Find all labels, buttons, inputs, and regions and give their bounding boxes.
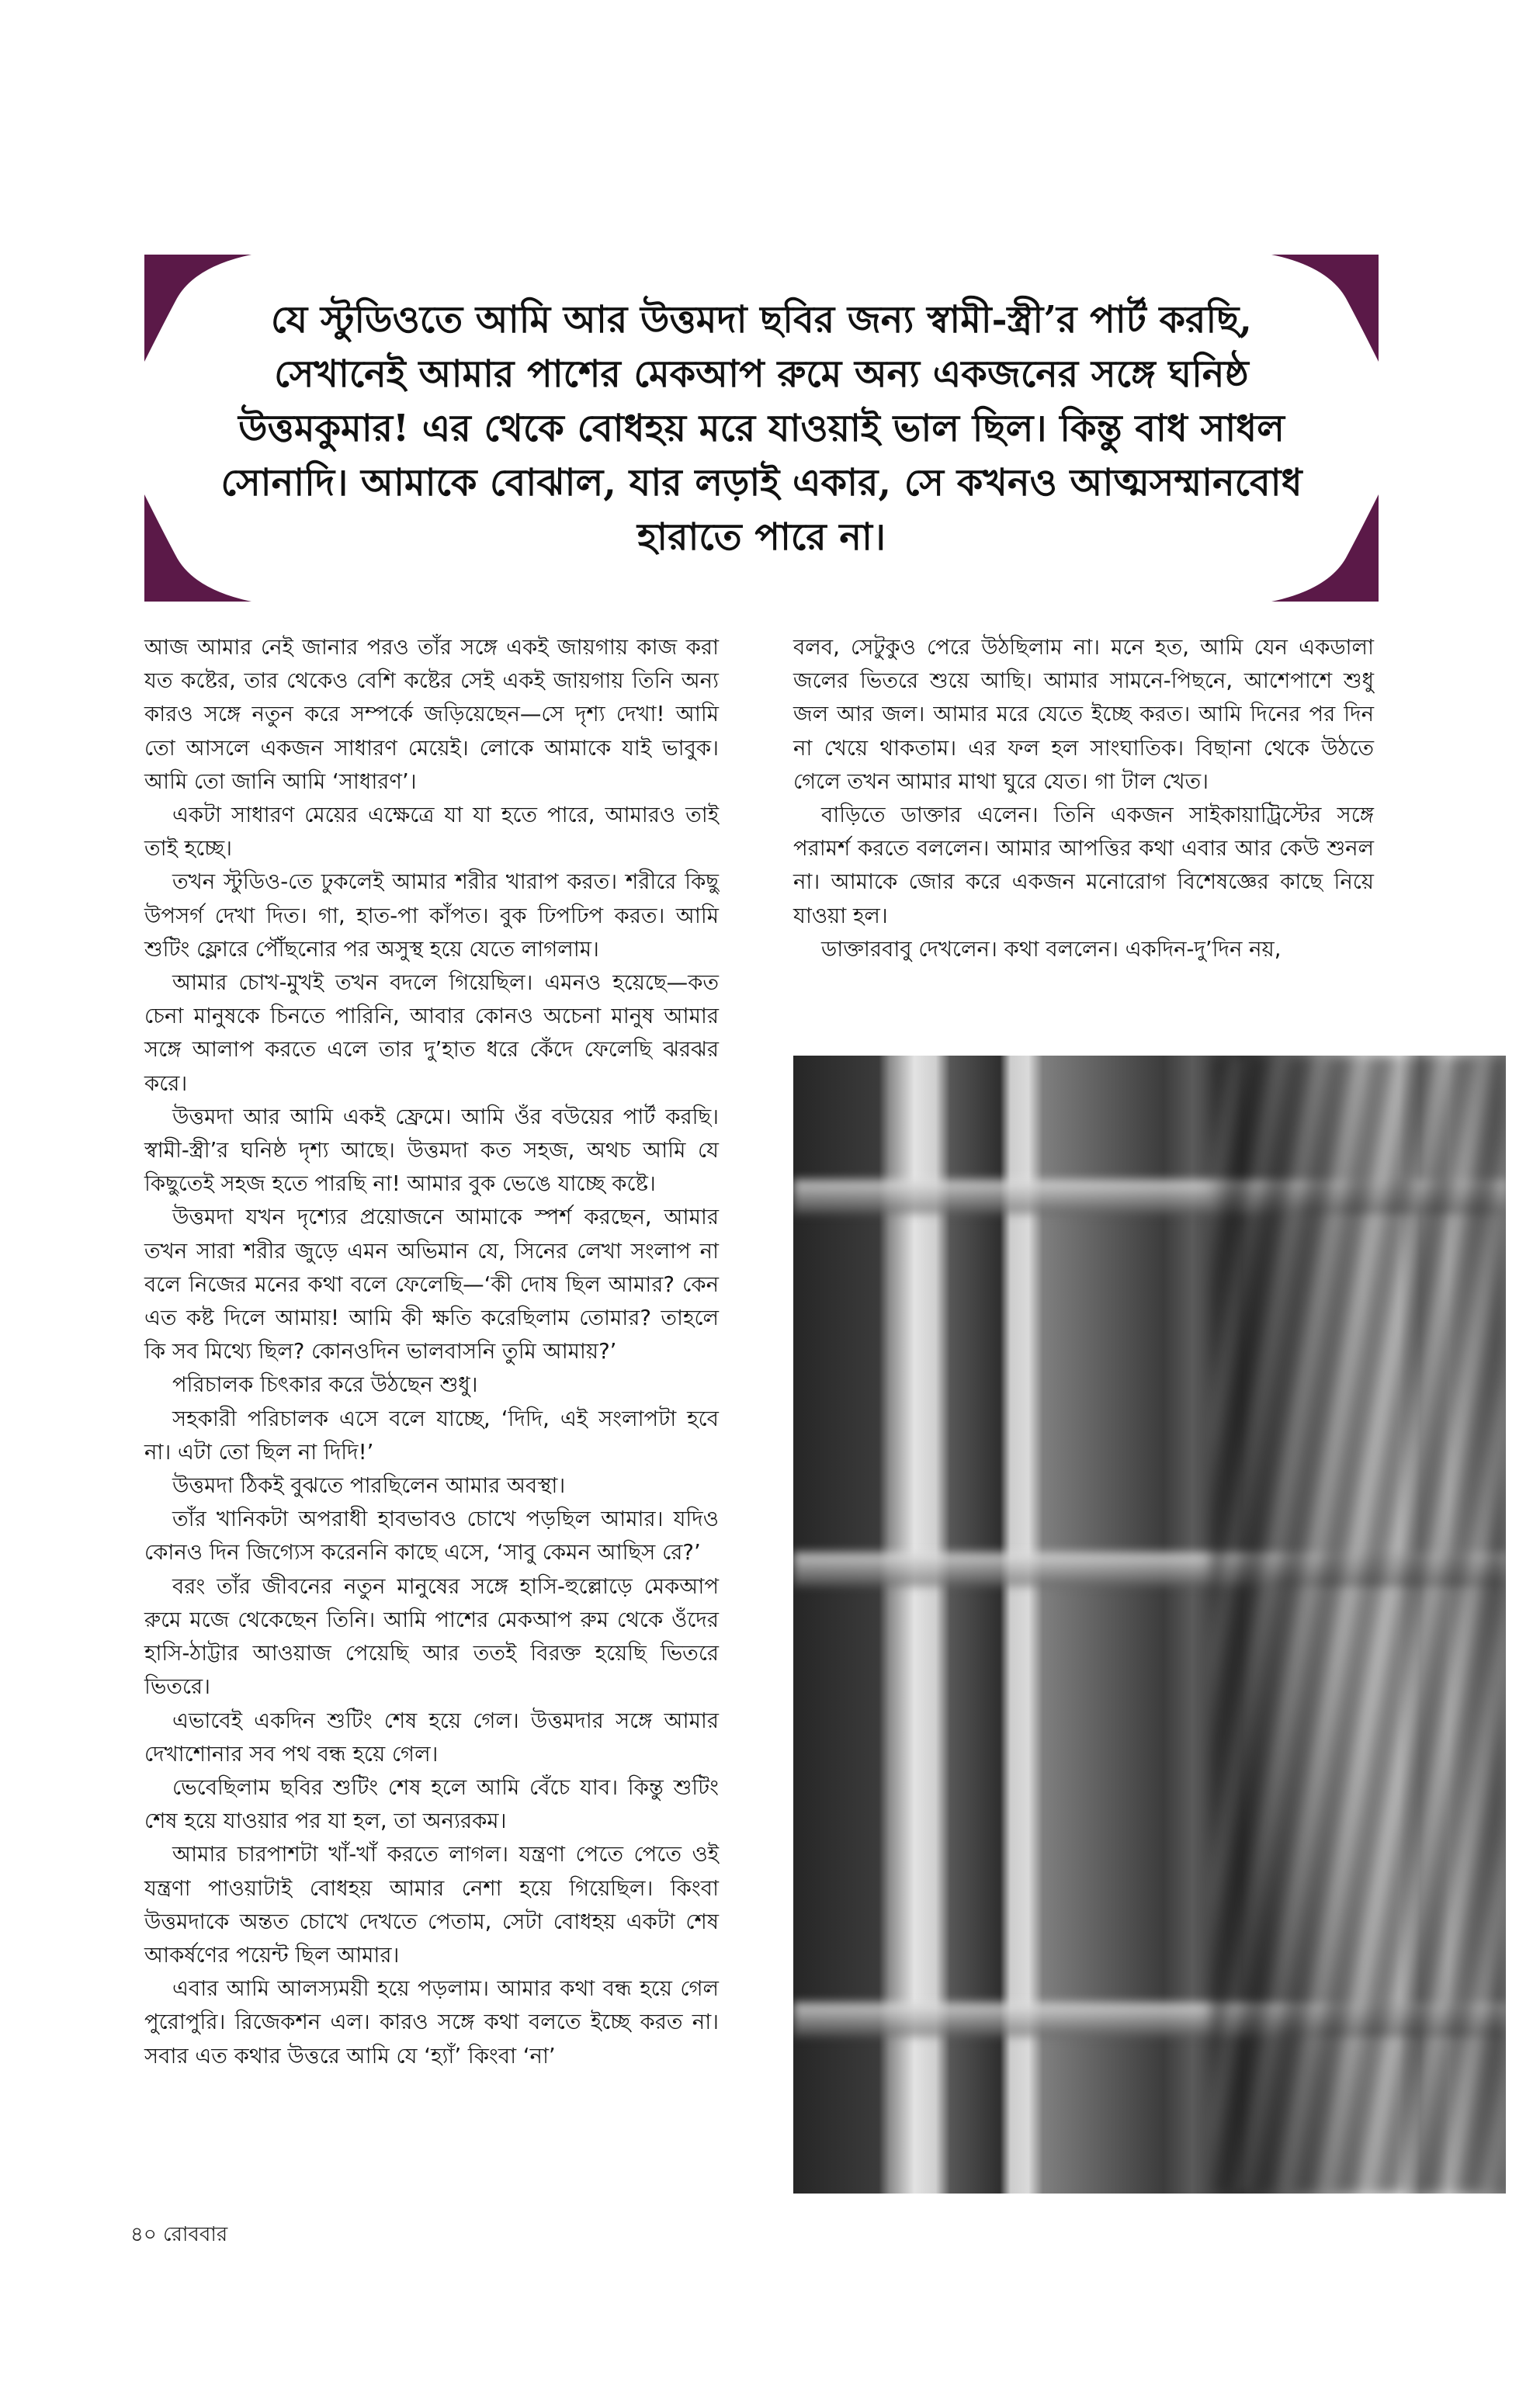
paragraph: বাড়িতে ডাক্তার এলেন। তিনি একজন সাইকায়াট্রিস্টের সঙ্গে পরামর্শ করতে বললেন। আমার আপত্তির কথা এবার আর কেউ শুনল না। আমাকে জোর করে একজন মনোরোগ বিশেষজ্ঞের কাছে নিয়ে যাওয়া হল। bbox=[793, 803, 1374, 928]
article-column-right bbox=[793, 631, 1374, 966]
paragraph: আমার চারপাশটা খাঁ-খাঁ করতে লাগল। যন্ত্রণা পেতে পেতে ওই যন্ত্রণা পাওয়াটাই বোধহয় আমার নেশা হয়ে গিয়েছিল। কিংবা উত্তমদাকে অন্তত চোখে দেখতে পেতাম, সেটা বোধহয় একটা শেষ আকর্ষণের পয়েন্ট ছিল আমার। bbox=[144, 1842, 719, 1968]
paragraph: ডাক্তারবাবু দেখলেন। কথা বললেন। একদিন-দু’দিন নয়, bbox=[821, 936, 1282, 962]
ornament-corner-top-left-icon bbox=[144, 255, 251, 362]
paragraph: বরং তাঁর জীবনের নতুন মানুষের সঙ্গে হাসি-হুল্লোড়ে মেকআপ রুমে মজে থেকেছেন তিনি। আমি পাশের মেকআপ রুম থেকে ওঁদের হাসি-ঠাট্টার আওয়াজ পেয়েছি আর ততই বিরক্ত হয়েছি ভিতরে ভিতরে। bbox=[144, 1573, 719, 1700]
paragraph: উত্তমদা আর আমি একই ফ্রেমে। আমি ওঁর বউয়ের পার্ট করছি। স্বামী-স্ত্রী’র ঘনিষ্ঠ দৃশ্য আছে। উত্তমদা কত সহজ, অথচ আমি যে কিছুতেই সহজ হতে পারছি না! আমার বুক ভেঙে যাচ্ছে কষ্টে। bbox=[144, 1104, 719, 1197]
paragraph: তাঁর খানিকটা অপরাধী হাবভাবও চোখে পড়ছিল আমার। যদিও কোনও দিন জিগ্যেস করেননি কাছে এসে, ‘সাবু কেমন আছিস রে?’ bbox=[144, 1507, 719, 1566]
paragraph: পরিচালক চিৎকার করে উঠছেন শুধু। bbox=[172, 1372, 478, 1398]
paragraph: এভাবেই একদিন শুটিং শেষ হয়ে গেল। উত্তমদার সঙ্গে আমার দেখাশোনার সব পথ বন্ধ হয়ে গেল। bbox=[144, 1708, 719, 1767]
ornament-corner-bottom-left-icon bbox=[144, 494, 251, 602]
paragraph: ভেবেছিলাম ছবির শুটিং শেষ হলে আমি বেঁচে যাব। কিন্তু শুটিং শেষ হয়ে যাওয়ার পর যা হল, তা অন্যরকম। bbox=[144, 1774, 719, 1834]
paragraph: তখন স্টুডিও-তে ঢুকলেই আমার শরীর খারাপ করত। শরীরে কিছু উপসর্গ দেখা দিত। গা, হাত-পা কাঁপত। বুক ঢিপঢিপ করত। আমি শুটিং ফ্লোরে পৌঁছনোর পর অসুস্থ হয়ে যেতে লাগলাম। bbox=[144, 869, 719, 962]
window-photo bbox=[793, 1056, 1506, 2194]
ornament-corner-top-right-icon bbox=[1271, 255, 1379, 362]
pull-quote-box bbox=[144, 255, 1379, 602]
paragraph: সহকারী পরিচালক এসে বলে যাচ্ছে, ‘দিদি, এই সংলাপটা হবে না। এটা তো ছিল না দিদি!’ bbox=[144, 1406, 719, 1465]
curtain bbox=[1211, 1056, 1506, 2194]
paragraph: উত্তমদা ঠিকই বুঝতে পারছিলেন আমার অবস্থা। bbox=[172, 1473, 566, 1499]
article-column-left bbox=[144, 631, 719, 2073]
pull-quote-text: যে স্টুডিওতে আমি আর উত্তমদা ছবির জন্য স্বামী-স্ত্রী’র পার্ট করছি, সেখানেই আমার পাশের মেকআপ রুমে অন্য একজনের সঙ্গে ঘনিষ্ঠ উত্তমকুমার! এর থেকে বোধহয় মরে যাওয়াই ভাল ছিল। কিন্তু বাধ সাধল সোনাদি। আমাকে বোঝাল, যার লড়াই একার, সে কখনও আত্মসম্মানবোধ হারাতে পারে না। bbox=[220, 297, 1302, 559]
paragraph: উত্তমদা যখন দৃশ্যের প্রয়োজনে আমাকে স্পর্শ করছেন, আমার তখন সারা শরীর জুড়ে এমন অভিমান যে, সিনের লেখা সংলাপ না বলে নিজের মনের কথা বলে ফেলেছি—‘কী দোষ ছিল আমার? কেন এত কষ্ট দিলে আমায়! আমি কী ক্ষতি করেছিলাম তোমার? তাহলে কি সব মিথ্যে ছিল? কোনওদিন ভালবাসনি তুমি আমায়?’ bbox=[144, 1205, 719, 1365]
paragraph: আজ আমার নেই জানার পরও তাঁর সঙ্গে একই জায়গায় কাজ করা যত কষ্টের, তার থেকেও বেশি কষ্টের সেই একই জায়গায় তিনি অন্য কারও সঙ্গে নতুন করে সম্পর্কে জড়িয়েছেন—সে দৃশ্য দেখা! আমি তো আসলে একজন সাধারণ মেয়েই। লোকে আমাকে যাই ভাবুক। আমি তো জানি আমি ‘সাধারণ’। bbox=[144, 635, 719, 794]
paragraph: বলব, সেটুকুও পেরে উঠছিলাম না। মনে হত, আমি যেন একডালা জলের ভিতরে শুয়ে আছি। আমার সামনে-পিছনে, আশেপাশে শুধু জল আর জল। আমার মরে যেতে ইচ্ছে করত। আমি দিনের পর দিন না খেয়ে থাকতাম। এর ফল হল সাংঘাতিক। বিছানা থেকে উঠতে গেলে তখন আমার মাথা ঘুরে যেত। গা টাল খেত। bbox=[793, 635, 1374, 794]
paragraph: এবার আমি আলস্যময়ী হয়ে পড়লাম। আমার কথা বন্ধ হয়ে গেল পুরোপুরি। রিজেকশন এল। কারও সঙ্গে কথা বলতে ইচ্ছে করত না। সবার এত কথার উত্তরে আমি যে ‘হ্যাঁ’ কিংবা ‘না’ bbox=[144, 1976, 720, 2069]
paragraph: একটা সাধারণ মেয়ের এক্ষেত্রে যা যা হতে পারে, আমারও তাই তাই হচ্ছে। bbox=[144, 803, 719, 862]
paragraph: আমার চোখ-মুখই তখন বদলে গিয়েছিল। এমনও হয়েছে—কত চেনা মানুষকে চিনতে পারিনি, আবার কোনও অচেনা মানুষ আমার সঙ্গে আলাপ করতে এলে তার দু’হাত ধরে কেঁদে ফেলেছি ঝরঝর করে। bbox=[144, 970, 719, 1096]
page-footer: ৪০ রোববার bbox=[130, 2223, 228, 2246]
ornament-corner-bottom-right-icon bbox=[1271, 494, 1379, 602]
